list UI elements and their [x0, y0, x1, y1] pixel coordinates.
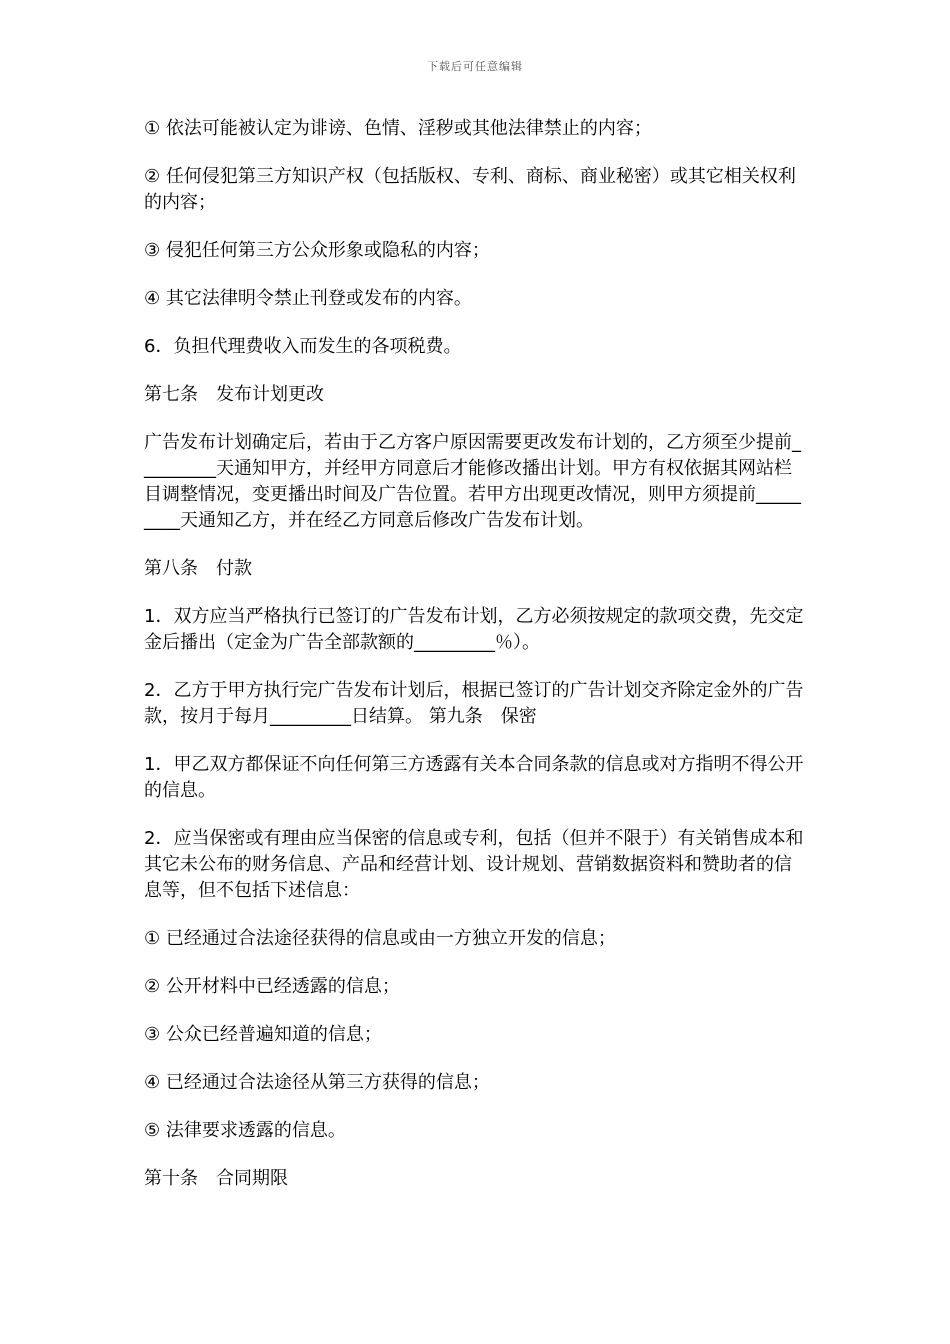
article-8-clause-1: 1．双方应当严格执行已签订的广告发布计划，乙方必须按规定的款项交费，先交定金后播出（定金为广告全部款额的_________％）。: [144, 606, 804, 653]
clause-item-privacy: ③ 侵犯任何第三方公众形象或隐私的内容；: [144, 240, 490, 261]
document-body: [144, 116, 804, 1214]
exclusion-item-4: ④ 已经通过合法途径从第三方获得的信息；: [144, 1072, 490, 1093]
exclusion-item-5: ⑤ 法律要求透露的信息。: [144, 1120, 346, 1141]
exclusion-item-2: ② 公开材料中已经透露的信息；: [144, 976, 400, 997]
article-10-heading: 第十条 合同期限: [144, 1168, 288, 1189]
clause-item-defamation: ① 依法可能被认定为诽谤、色情、淫秽或其他法律禁止的内容；: [144, 118, 652, 139]
article-7-body: 广告发布计划确定后，若由于乙方客户原因需要更改发布计划的，乙方须至少提前_________天通知甲方，并经甲方同意后才能修改播出计划。甲方有权依据其网站栏目调整情况，变更播出时间及广告位置。若甲方出现更改情况，则甲方须提前_________天通知乙方，并在经乙方同意后修改广告发布计划。: [144, 432, 801, 531]
page-header: 下载后可任意编辑: [427, 60, 523, 73]
clause-taxes: 6．负担代理费收入而发生的各项税费。: [144, 336, 462, 357]
article-8-heading: 第八条 付款: [144, 558, 252, 579]
exclusion-item-1: ① 已经通过合法途径获得的信息或由一方独立开发的信息；: [144, 928, 616, 949]
article-8-clause-2: 2．乙方于甲方执行完广告发布计划后，根据已签订的广告计划交齐除定金外的广告款，按月于每月_________日结算。 第九条 保密: [144, 680, 804, 727]
exclusion-item-3: ③ 公众已经普遍知道的信息；: [144, 1024, 382, 1045]
article-9-clause-1: 1．甲乙双方都保证不向任何第三方透露有关本合同条款的信息或对方指明不得公开的信息。: [144, 754, 804, 801]
clause-item-ip-infringement: ② 任何侵犯第三方知识产权（包括版权、专利、商标、商业秘密）或其它相关权利的内容；: [144, 166, 796, 213]
article-9-clause-2: 2．应当保密或有理由应当保密的信息或专利，包括（但并不限于）有关销售成本和其它未公布的财务信息、产品和经营计划、设计规划、营销数据资料和赞助者的信息等，但不包括下述信息：: [144, 828, 804, 901]
clause-item-prohibited: ④ 其它法律明令禁止刊登或发布的内容。: [144, 288, 472, 309]
article-7-heading: 第七条 发布计划更改: [144, 384, 324, 405]
